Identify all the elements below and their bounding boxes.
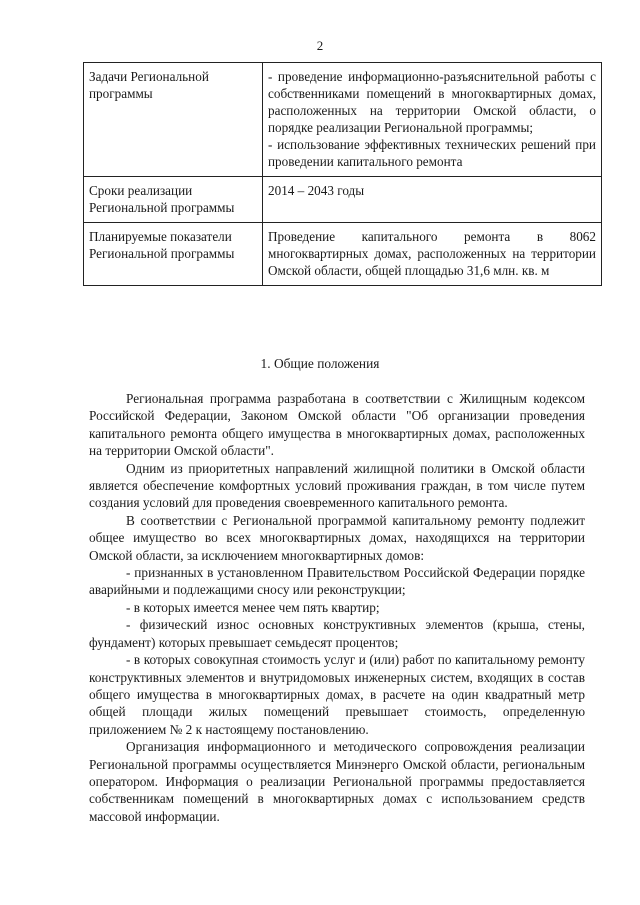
list-item: - в которых имеется менее чем пять квартир; xyxy=(126,599,380,615)
table-row-indicators xyxy=(84,223,602,286)
table-cell-value xyxy=(263,63,602,177)
list-item: - признанных в установленном Правительством Российской Федерации порядке аварийными и подлежащими сносу или реконструкции; xyxy=(89,565,585,598)
section-body xyxy=(89,390,585,825)
table-row-tasks xyxy=(84,63,602,177)
indicators-value: Проведение капитального ремонта в 8062 многоквартирных домах, расположенных на территории Омской области, общей площадью 31,6 млн. кв. м xyxy=(268,229,596,278)
list-item: - физический износ основных конструктивных элементов (крыша, стены, фундамент) которых превышает семьдесят процентов; xyxy=(89,617,585,650)
paragraph: В соответствии с Региональной программой капитальному ремонту подлежит общее имущество во всех многоквартирных домах, находящихся на территории Омской области, за исключением многоквартирных домов: xyxy=(89,512,585,563)
table-cell-label: Планируемые показатели Региональной программы xyxy=(84,223,263,286)
terms-value: 2014 – 2043 годы xyxy=(268,183,365,198)
tasks-item-1: - проведение информационно-разъяснительной работы с собственниками помещений в многоквартирных домах, расположенных на территории Омской области, о порядке реализации Региональной программы; xyxy=(268,69,596,135)
table-cell-label: Сроки реализации Региональной программы xyxy=(84,177,263,223)
page-number: 2 xyxy=(316,38,324,53)
section-heading: 1. Общие положения xyxy=(260,356,380,371)
paragraph: Организация информационного и методического сопровождения реализации Региональной программы осуществляется Минэнерго Омской области, региональным оператором. Информация о реализации Региональной программы предоставляется собственникам помещений в многоквартирных домах с использованием средств массовой информации. xyxy=(89,739,585,824)
table-cell-label: Задачи Региональной программы xyxy=(84,63,263,177)
tasks-item-2: - использование эффективных технических решений при проведении капитального ремонта xyxy=(268,137,596,169)
list-item: - в которых совокупная стоимость услуг и (или) работ по капитальному ремонту конструктивных элементов и внутридомовых инженерных систем, входящих в состав общего имущества в многоквартирных домах, в расчете на один квадратный метр общей площади жилых помещений превышает стоимость, определенную приложением № 2 к настоящему постановлению. xyxy=(89,652,585,737)
paragraph: Одним из приоритетных направлений жилищной политики в Омской области является обеспечение комфортных условий проживания граждан, в том числе путем создания условий для проведения своевременного капитального ремонта. xyxy=(89,460,585,511)
table-cell-value xyxy=(263,177,602,223)
program-summary-table xyxy=(83,62,602,286)
paragraph: Региональная программа разработана в соответствии с Жилищным кодексом Российской Федерации, Законом Омской области "Об организации проведения капитального ремонта общего имущества в многоквартирных домах, расположенных на территории Омской области". xyxy=(89,391,585,459)
table-cell-value xyxy=(263,223,602,286)
table-row-terms xyxy=(84,177,602,223)
